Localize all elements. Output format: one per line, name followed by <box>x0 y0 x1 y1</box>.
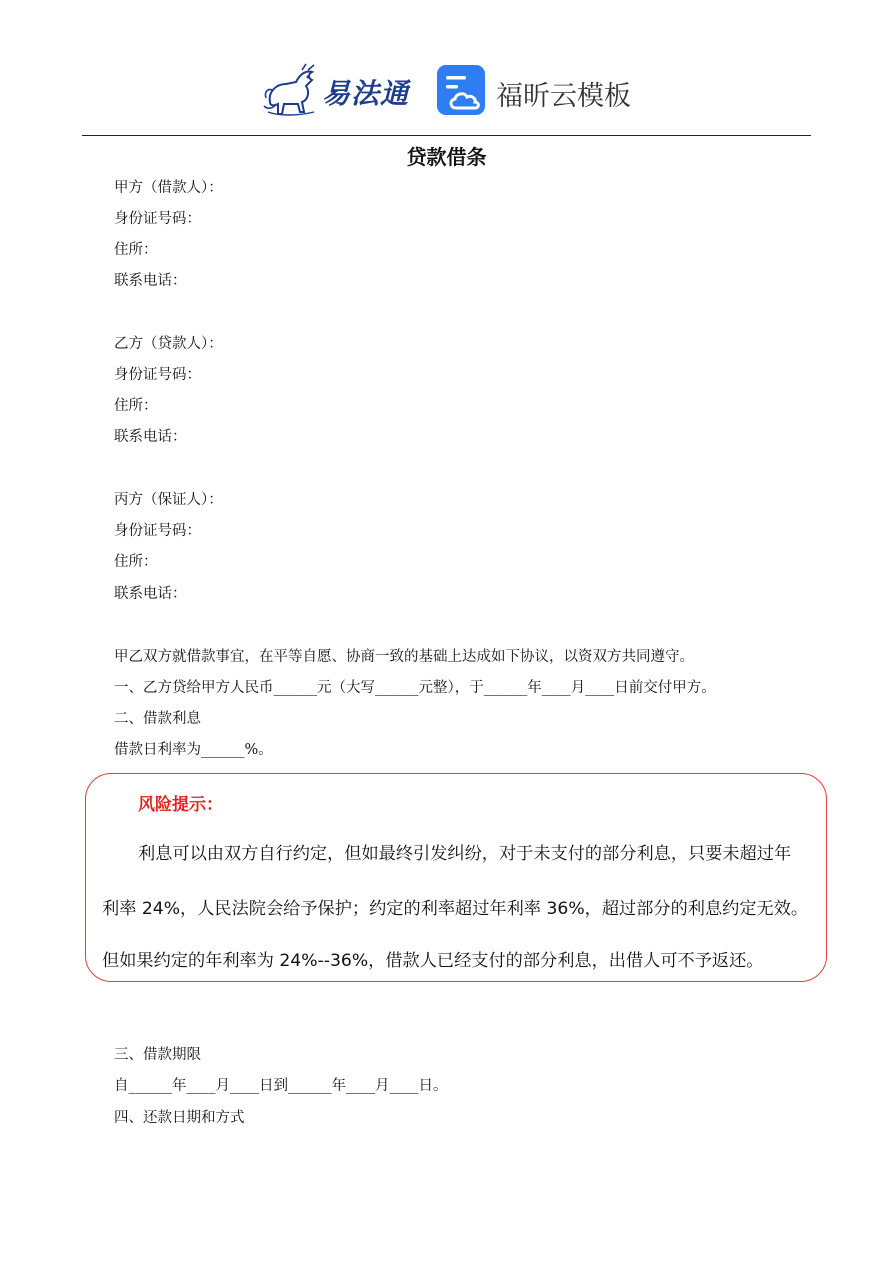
party-b-label: 乙方（贷款人）： <box>114 336 223 352</box>
yifatong-brand-text: 易法通 <box>322 77 410 110</box>
yifatong-logo <box>262 60 412 120</box>
risk-notice-line-3: 但如果约定的年利率为 24%--36%，借款人已经支付的部分利息，出借人可不予返还。 <box>102 951 764 971</box>
clause-3-body: 自______年____月____日到______年____月____日。 <box>114 1078 448 1094</box>
party-b-id: 身份证号码： <box>114 367 201 383</box>
risk-notice-line-2: 利率 24%，人民法院会给予保护；约定的利率超过年利率 36%，超过部分的利息约定无效。 <box>102 899 809 919</box>
party-b-address: 住所： <box>114 398 158 414</box>
fuxin-template-logo <box>436 64 636 120</box>
party-c-phone: 联系电话： <box>114 586 187 602</box>
risk-notice-line-1: 利息可以由双方自行约定，但如最终引发纠纷，对于未支付的部分利息，只要未超过年 <box>138 844 792 864</box>
header-divider <box>82 135 811 136</box>
party-a-address: 住所： <box>114 242 158 258</box>
document-header <box>0 60 893 124</box>
party-a-phone: 联系电话： <box>114 273 187 289</box>
agreement-intro: 甲乙双方就借款事宜，在平等自愿、协商一致的基础上达成如下协议，以资双方共同遵守。 <box>114 649 694 665</box>
clause-2-heading: 二、借款利息 <box>114 711 201 727</box>
party-c-address: 住所： <box>114 554 158 570</box>
clause-1: 一、乙方贷给甲方人民币______元（大写______元整），于______年____月____日前交付甲方。 <box>114 680 716 696</box>
fuxin-brand-text: 福昕云模板 <box>496 81 631 112</box>
document-title: 贷款借条 <box>406 145 487 169</box>
clause-2-body: 借款日利率为______%。 <box>114 742 273 758</box>
qilin-horse-icon <box>262 62 324 118</box>
party-c-label: 丙方（保证人）： <box>114 492 223 508</box>
clause-4-heading: 四、还款日期和方式 <box>114 1110 245 1126</box>
party-c-id: 身份证号码： <box>114 523 201 539</box>
party-a-id: 身份证号码： <box>114 211 201 227</box>
document-cloud-icon <box>436 64 488 116</box>
party-b-phone: 联系电话： <box>114 429 187 445</box>
risk-notice-title: 风险提示： <box>138 795 223 815</box>
clause-3-heading: 三、借款期限 <box>114 1047 201 1063</box>
party-a-label: 甲方（借款人）： <box>114 180 223 196</box>
